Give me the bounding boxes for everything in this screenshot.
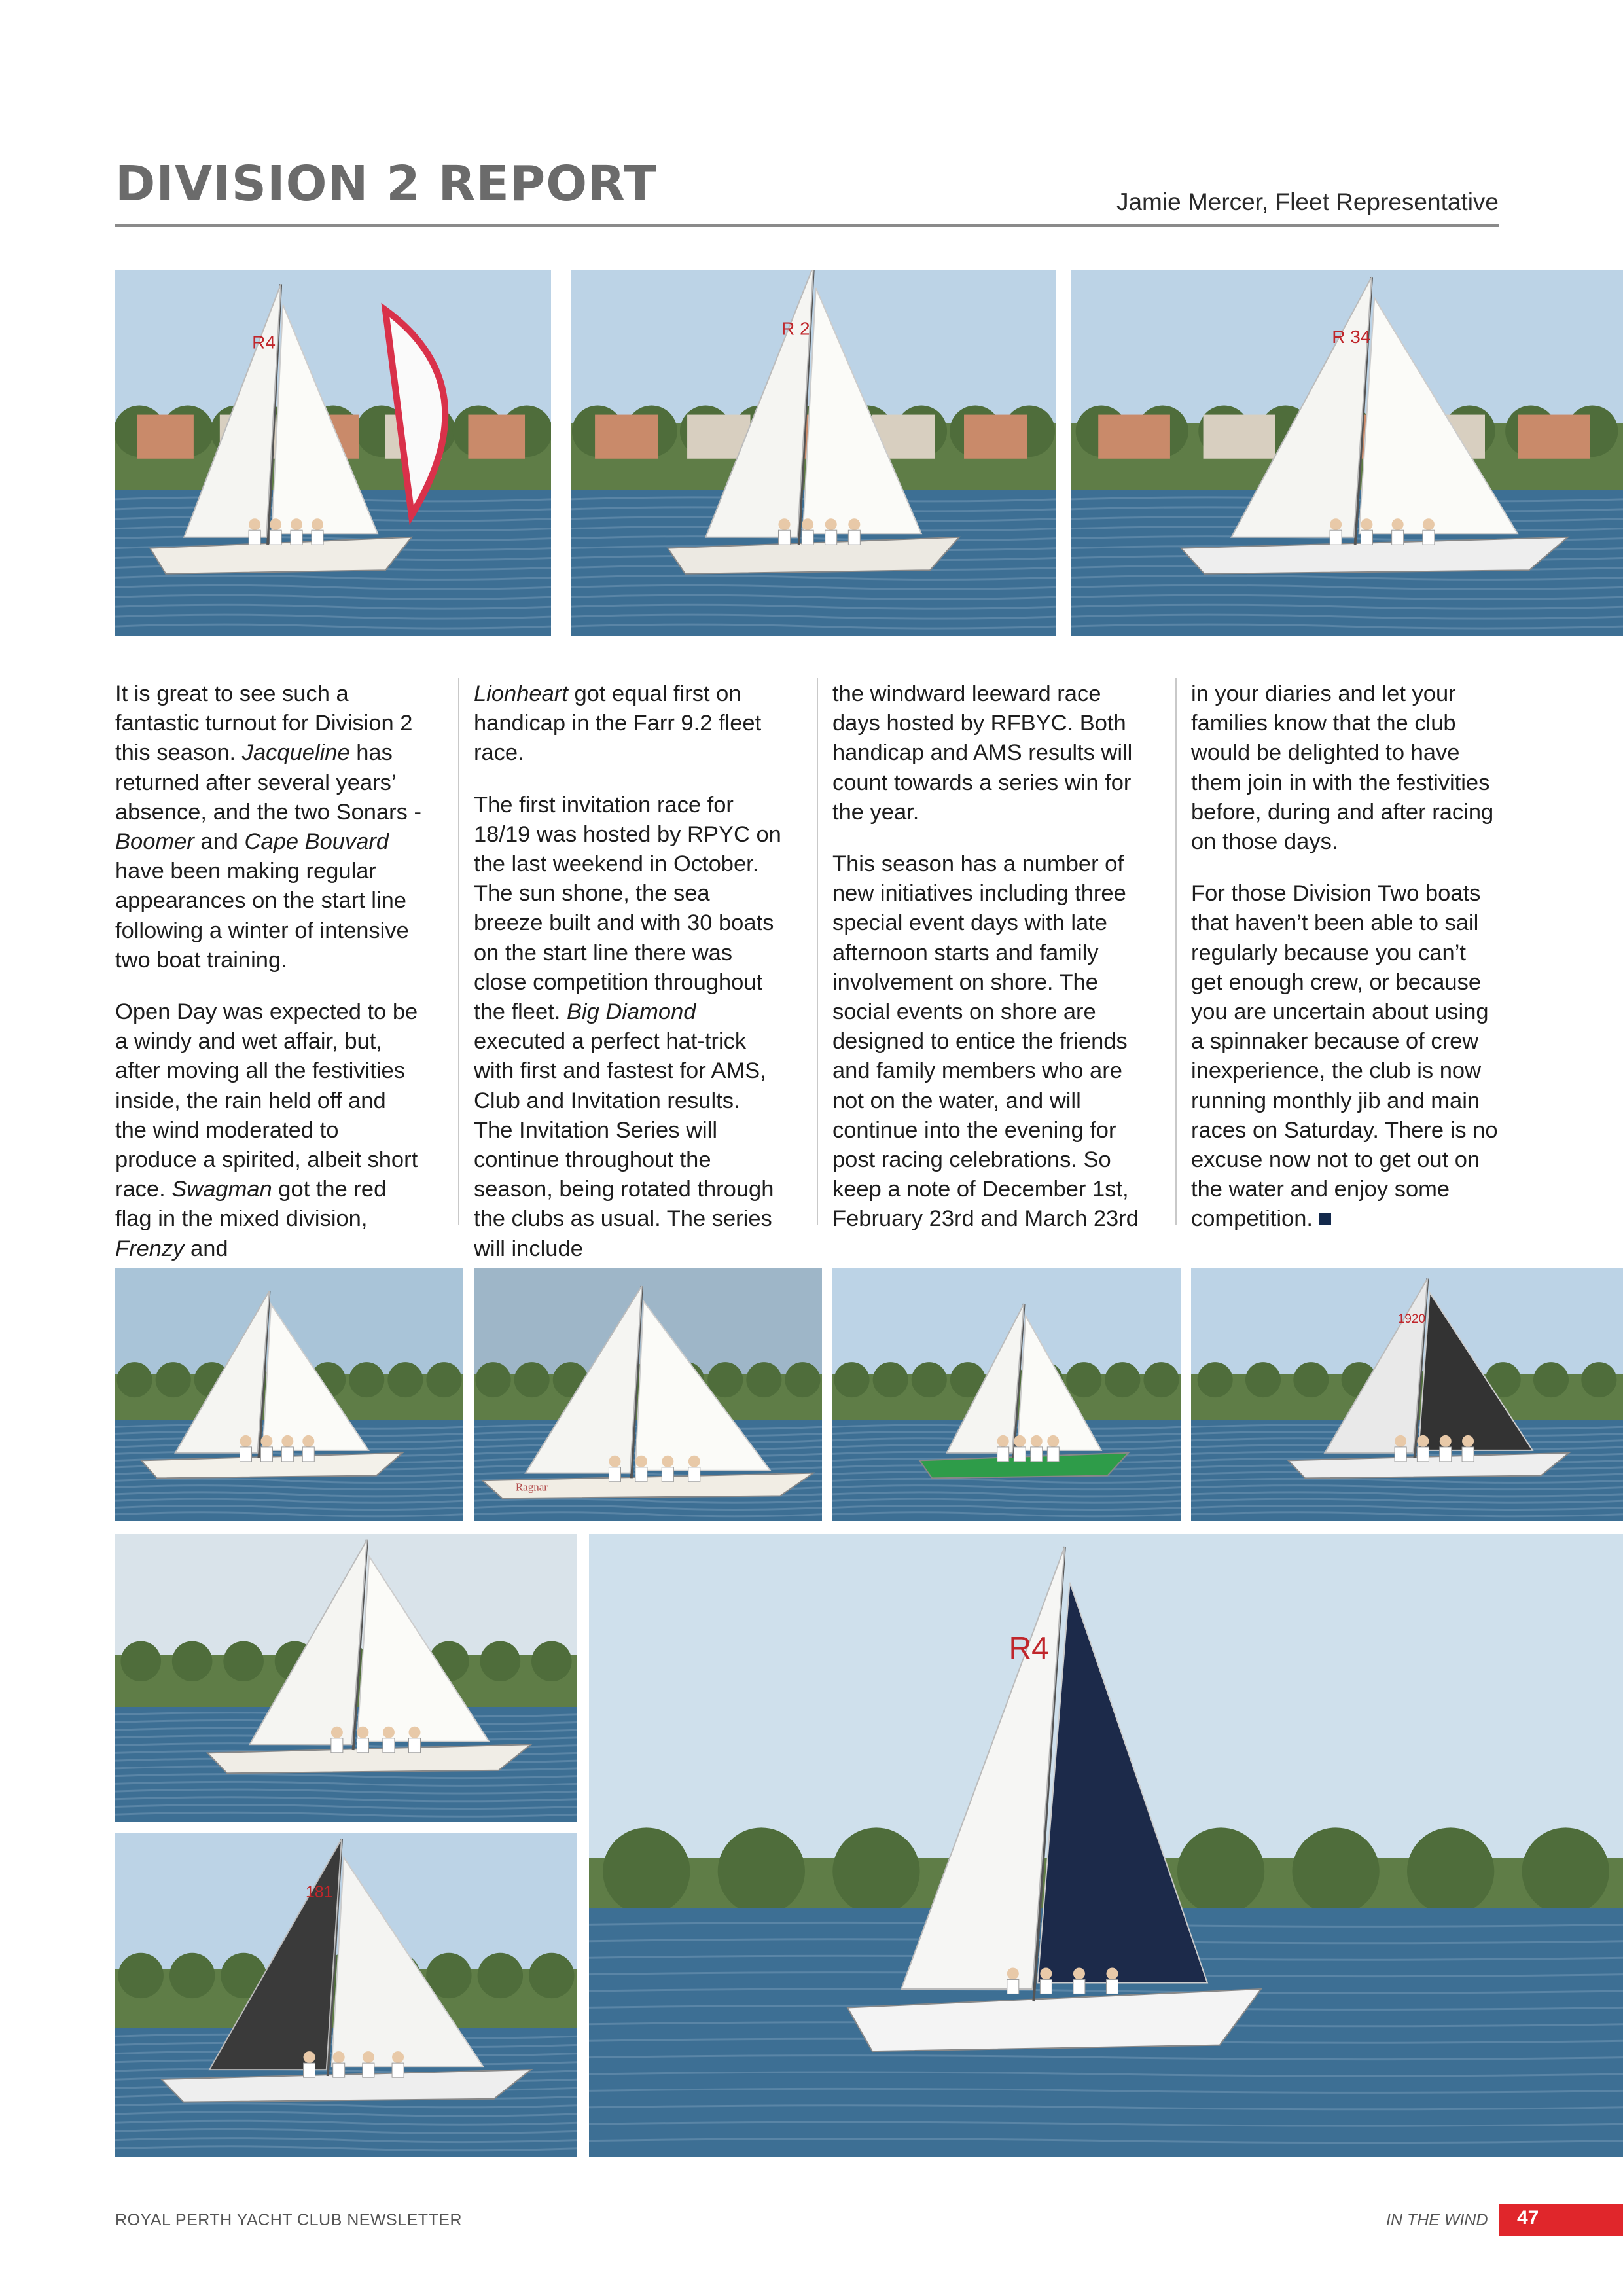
photo-yacht-crew-rail [571, 270, 1056, 636]
text-run: and [184, 1236, 228, 1261]
article-paragraph [115, 679, 423, 975]
svg-text:R 2: R 2 [781, 318, 810, 339]
article-paragraph [474, 791, 781, 1264]
text-run: have been making regular appearances on the start line following a winter of intensive two boat training. [115, 859, 409, 973]
article-column-3 [832, 679, 1140, 1257]
text-run: For those Division Two boats that haven’t been able to sail regularly because you can’t get enough crew, or because you are uncertain about using a spinnaker because of crew inexperience, the club is now running monthly jib and main races on Saturday. There is no excuse now not to get out on the water and enjoy some competition. [1191, 881, 1498, 1232]
photo-yacht-large-heeling [589, 1534, 1623, 2157]
article-column-4 [1191, 679, 1499, 1257]
photo-yacht-1920 [1191, 1268, 1623, 1521]
page-title: DIVISION 2 REPORT [115, 156, 658, 212]
text-run: Open Day was expected to be a windy and wet affair, but, after moving all the festivities inside, the rain held off and the wind moderated to produce a spirited, albeit short race. [115, 999, 418, 1202]
author-byline: Jamie Mercer, Fleet Representative [1116, 188, 1499, 215]
text-run: executed a perfect hat-trick with first and fastest for AMS, Club and Invitation results. The Invitation Series will continue throughout the season, being rotated through the clubs as usual. The series will include [474, 1029, 774, 1261]
svg-text:R4: R4 [1008, 1631, 1049, 1666]
text-run: It is great to see such a fantastic turnout for Division 2 this season. [115, 681, 413, 766]
article-paragraph [474, 679, 781, 768]
boat-name: Lionheart [474, 681, 568, 706]
boat-name: Frenzy [115, 1236, 185, 1261]
article-column-1 [115, 679, 423, 1286]
photo-two-yachts-houses [1071, 270, 1623, 636]
svg-text:181: 181 [305, 1883, 333, 1902]
boat-name: Cape Bouvard [244, 829, 389, 855]
article-paragraph [832, 679, 1140, 827]
article-paragraph [1191, 679, 1499, 857]
page-number: 47 [1517, 2207, 1539, 2229]
photo-yacht-spinnaker-pink [115, 270, 551, 636]
text-run: in your diaries and let your families know that the club would be delighted to have them join in with the festivities before, during and after racing on those days. [1191, 681, 1494, 855]
text-run: The first invitation race for 18/19 was hosted by RPYC on the last weekend in October. The sun shone, the sea breeze built and with 30 boats on the start line there was close competition throughout the fleet. [474, 792, 781, 1025]
boat-name: Jacqueline [241, 740, 350, 766]
footer-section: IN THE WIND [1386, 2211, 1488, 2229]
boat-name: Swagman [171, 1177, 272, 1202]
text-run: has returned after several years’ absence, and the two Sonars - [115, 740, 421, 825]
svg-text:Ragnar: Ragnar [515, 1480, 548, 1494]
boat-name: Boomer [115, 829, 194, 855]
article-paragraph [115, 997, 423, 1264]
text-run: got the red flag in the mixed division, [115, 1177, 387, 1232]
article-paragraph [1191, 879, 1499, 1234]
photo-yacht-crew-bow [115, 1268, 463, 1521]
article-column-2 [474, 679, 781, 1286]
text-run: and [194, 829, 245, 855]
photo-yacht-green-hull [832, 1268, 1181, 1521]
photo-yacht-ragnar [474, 1268, 822, 1521]
column-divider [817, 678, 818, 1225]
text-run: the windward leeward race days hosted by RFBYC. Both handicap and AMS results will count towards a series win for the year. [832, 681, 1133, 825]
photo-yacht-black-sails [115, 1833, 577, 2157]
text-run: This season has a number of new initiatives including three special event days with late afternoon starts and family involvement on shore. The social events on shore are designed to entice the friends and family members who are not on the water, and will continue into the evening for post racing celebrations. So keep a note of December 1st, February 23rd and March 23rd [832, 852, 1139, 1232]
column-divider [1175, 678, 1177, 1225]
column-divider [458, 678, 459, 1225]
svg-text:R4: R4 [252, 332, 276, 353]
article-paragraph [832, 850, 1140, 1234]
header-divider [115, 224, 1499, 227]
footer-publication: ROYAL PERTH YACHT CLUB NEWSLETTER [115, 2211, 463, 2229]
text-run: got equal first on handicap in the Farr 9.2 fleet race. [474, 681, 762, 766]
svg-text:1920: 1920 [1397, 1312, 1426, 1326]
photo-yacht-marina [115, 1534, 577, 1822]
boat-name: Big Diamond [566, 999, 696, 1025]
end-of-article-mark [1319, 1213, 1331, 1225]
svg-text:R 34: R 34 [1332, 327, 1371, 347]
